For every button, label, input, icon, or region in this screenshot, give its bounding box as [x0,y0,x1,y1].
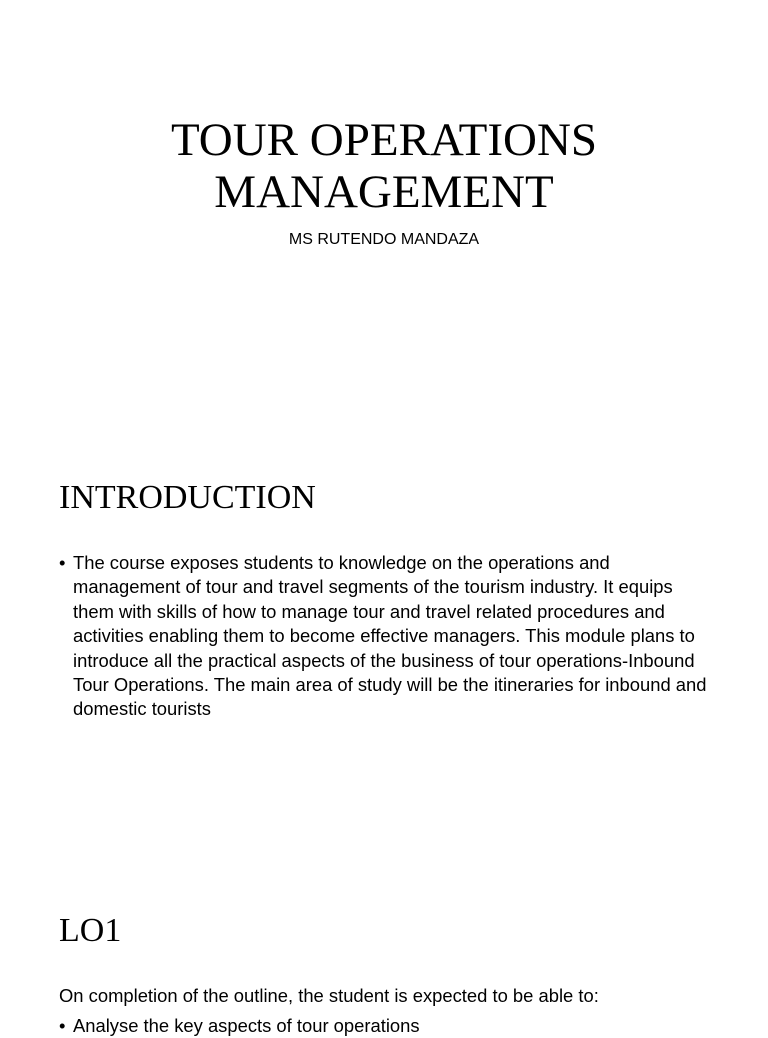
slide-title [0,114,768,218]
lo1-bullet-list [59,1014,420,1038]
title-line-1: TOUR OPERATIONS [170,114,598,166]
introduction-heading: INTRODUCTION [59,479,316,516]
lo1-intro-text: On completion of the outline, the student is expected to be able to: [59,985,599,1006]
lo1-bullet: • Analyse the key aspects of tour operations [59,1014,420,1038]
title-line-2: MANAGEMENT [214,166,554,218]
lo1-heading: LO1 [59,912,122,949]
introduction-bullet: • The course exposes students to knowledge on the operations and management of tour and travel segments of the tourism industry. It equips them with skills of how to manage tour and travel related procedures and activities enabling them to become effective managers. This module plans to introduce all the practical aspects of the business of tour operations-Inbound Tour Operations. The main area of study will be the itineraries for inbound and domestic tourists [59,551,709,722]
introduction-bullet-list [59,551,709,722]
presenter-name: MS RUTENDO MANDAZA [288,231,480,248]
